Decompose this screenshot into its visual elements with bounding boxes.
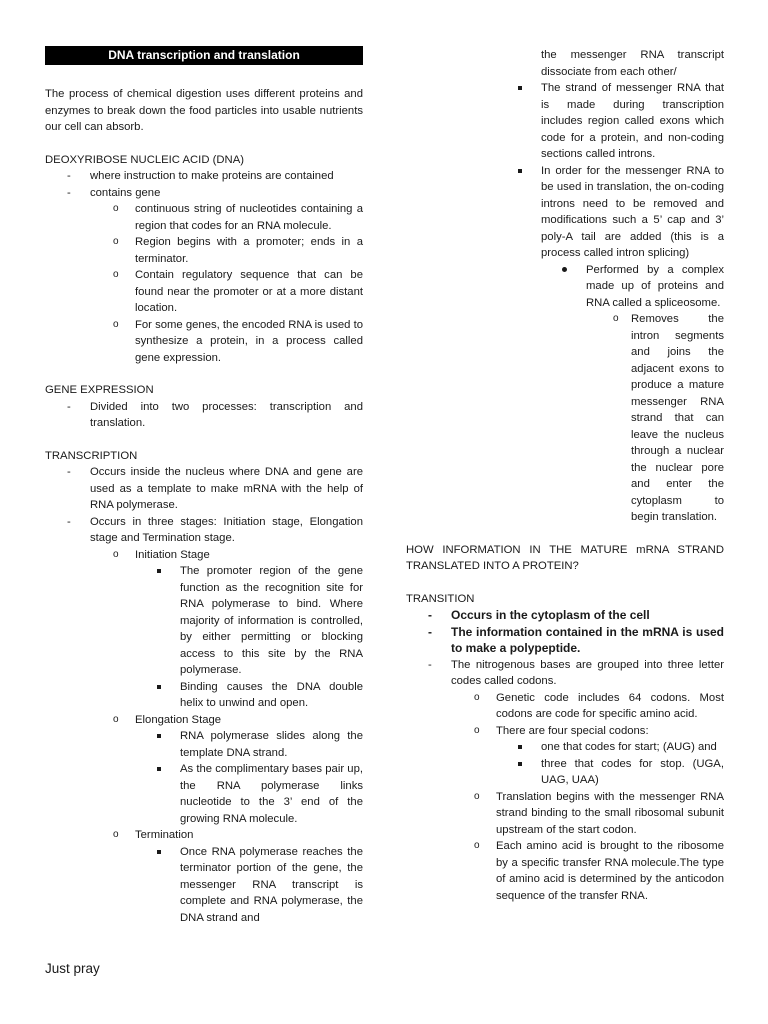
list-item: o Region begins with a promoter; ends in a terminator.: [90, 234, 363, 267]
left-column: [45, 46, 363, 926]
list-item-text: There are four special codons:: [496, 724, 649, 737]
gene-expression-heading: GENE EXPRESSION: [45, 384, 154, 396]
dna-heading: DEOXYRIBOSE NUCLEIC ACID (DNA): [45, 153, 244, 166]
list-item: - Divided into two processes: transcription and translation.: [45, 399, 363, 432]
list-item: Once RNA polymerase reaches the terminator portion of the gene, the messenger RNA transcript is complete and RNA polymerase, the DNA strand and: [135, 844, 363, 927]
initiation-list: [135, 563, 363, 712]
stage-elongation: [90, 712, 363, 828]
list-item: The strand of messenger RNA that is made during transcription includes region called exons which code for a protein, and non-coding sections called introns.: [496, 80, 724, 163]
list-item: one that codes for start; (AUG) and: [496, 739, 724, 756]
list-item: o continuous string of nucleotides containing a region that codes for an RNA molecule.: [90, 201, 363, 234]
transcription-list: [45, 464, 363, 926]
list-item: [496, 163, 724, 526]
splicing-list: [406, 80, 724, 526]
transition-list: [406, 607, 724, 904]
stage-label: Termination: [135, 829, 194, 841]
list-item: Binding causes the DNA double helix to unwind and open.: [135, 679, 363, 712]
document-title: DNA transcription and translation: [45, 46, 363, 65]
list-item: The promoter region of the gene function as the recognition site for RNA polymerase to bind. Where majority of information is controlled, by either permitting or blocking access to this site by the RNA polymerase.: [135, 563, 363, 679]
list-item: - The information contained in the mRNA is used to make a polypeptide.: [406, 624, 724, 657]
stage-label: Initiation Stage: [135, 548, 210, 561]
list-item: [45, 514, 363, 927]
list-item: o For some genes, the encoded RNA is used to synthesize a protein, in a process called gene expression.: [90, 317, 363, 367]
list-item: [406, 657, 724, 905]
stage-termination: [90, 827, 363, 926]
list-item: - Occurs in the cytoplasm of the cell: [406, 607, 724, 624]
footer-text: Just pray: [45, 961, 100, 976]
elongation-list: [135, 728, 363, 827]
list-item: - where instruction to make proteins are contained: [45, 168, 363, 185]
list-item-text: Occurs in three stages: Initiation stage, Elongation stage and Termination stage.: [90, 515, 363, 544]
list-item: - Occurs inside the nucleus where DNA and gene are used as a template to make mRNA with the help of RNA polymerase.: [45, 464, 363, 514]
list-item-text: In order for the messenger RNA to be used in translation, the on-coding introns need to be removed and modifications such a 5’ cap and 3’ poly-A tail are added (this is a process called intron splicing): [541, 164, 724, 259]
stage-initiation: [90, 547, 363, 712]
right-column: [406, 47, 724, 904]
gene-expression-list: [45, 399, 363, 432]
list-item: As the complimentary bases pair up, the RNA polymerase links nucleotide to the 3’ end of the growing RNA molecule.: [135, 761, 363, 827]
list-item: o Removes the intron segments and joins the adjacent exons to produce a mature messenger RNA strand that can leave the nucleus through a nuclear the nuclear pore and enter the cytoplasm to begin translation.: [611, 311, 724, 526]
list-item: o Contain regulatory sequence that can be found near the promoter or at a more distant location.: [90, 267, 363, 317]
continuation-text: the messenger RNA transcript dissociate from each other/: [541, 49, 724, 78]
spliceosome-sublist: [586, 311, 724, 526]
list-item: [45, 185, 363, 367]
list-item: o Translation begins with the messenger RNA strand binding to the small ribosomal subunit upstream of the start codon.: [451, 789, 724, 839]
question-heading: HOW INFORMATION IN THE MATURE mRNA STRAND TRANSLATED INTO A PROTEIN?: [406, 543, 724, 572]
list-item: o Genetic code includes 64 codons. Most codons are code for specific amino acid.: [451, 690, 724, 723]
list-item: o Each amino acid is brought to the ribosome by a specific transfer RNA molecule.The type of amino acid is determined by the anticodon sequence of the transfer RNA.: [451, 838, 724, 904]
intro-paragraph: The process of chemical digestion uses different proteins and enzymes to break down the food particles into usable nutrients our cell can absorb.: [45, 88, 363, 133]
list-item: RNA polymerase slides along the template DNA strand.: [135, 728, 363, 761]
list-item: [451, 723, 724, 789]
codon-list: [451, 690, 724, 905]
list-item: [541, 262, 724, 526]
special-codons-list: [496, 739, 724, 789]
stages-list: [90, 547, 363, 927]
list-item-text: The nitrogenous bases are grouped into three letter codes called codons.: [451, 658, 724, 687]
list-item-text: Performed by a complex made up of proteins and RNA called a spliceosome.: [586, 263, 724, 309]
transcription-heading: TRANSCRIPTION: [45, 449, 138, 462]
list-item: three that codes for stop. (UGA, UAG, UAA): [496, 756, 724, 789]
list-item-text: contains gene: [90, 186, 161, 199]
termination-list: [135, 844, 363, 927]
stage-label: Elongation Stage: [135, 713, 222, 726]
gene-sublist: [90, 201, 363, 366]
dna-list: [45, 168, 363, 366]
transition-heading: TRANSITION: [406, 592, 475, 605]
spliceosome-list: [541, 262, 724, 526]
